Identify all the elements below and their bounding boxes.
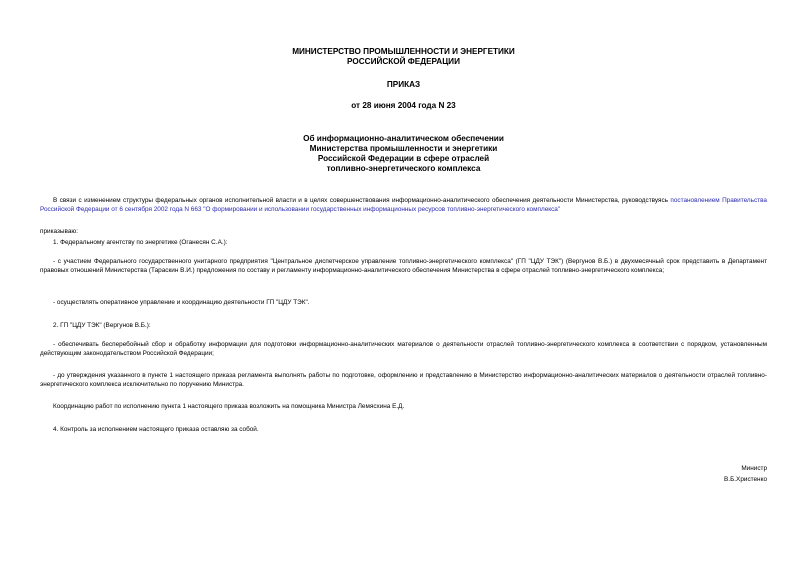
subject-line: топливно-энергетического комплекса bbox=[326, 164, 481, 173]
ministry-line-2: РОССИЙСКОЙ ФЕДЕРАЦИИ bbox=[347, 57, 460, 66]
signature-block bbox=[724, 463, 767, 485]
ministry-line-1: МИНИСТЕРСТВО ПРОМЫШЛЕННОСТИ И ЭНЕРГЕТИКИ bbox=[292, 47, 515, 56]
preamble-paragraph bbox=[40, 196, 767, 214]
document-subject bbox=[0, 134, 807, 174]
item-1-subitem-b: - осуществлять оперативное управление и координацию деятельности ГП "ЦДУ ТЭК". bbox=[53, 299, 310, 306]
decree-link[interactable]: постановлением Правительства Российской Федерации от 6 сентября 2002 года N 663 "О формировании и использовании государственных информационных ресурсов топливно-энергетического комплекса" bbox=[40, 197, 767, 213]
coordination-paragraph: Координацию работ по исполнению пункта 1 настоящего приказа возложить на помощника Министра Лемясхина Е.Д. bbox=[53, 403, 405, 410]
item-1: 1. Федеральному агентству по энергетике (Оганесян С.А.): bbox=[53, 239, 228, 246]
subject-line: Министерства промышленности и энергетики bbox=[309, 144, 498, 153]
signature-name: В.Б.Христенко bbox=[724, 476, 767, 483]
ministry-heading bbox=[0, 47, 807, 67]
prikazyvayu-label: приказываю: bbox=[40, 228, 78, 235]
item-2-subitem-a: - обеспечивать бесперебойный сбор и обработку информации для подготовки информационно-аналитических материалов о деятельности отраслей топливно-энергетического комплекса в соответствии с порядком, установленным действующим законодательством Российской Федерации; bbox=[40, 341, 767, 357]
document-date-number: от 28 июня 2004 года N 23 bbox=[351, 101, 456, 110]
item-1-subitem-a: - с участием Федерального государственного унитарного предприятия "Центральное диспетчерское управление топливно-энергетического комплекса" (ГП "ЦДУ ТЭК") (Вергунов В.Б.) в двухмесячный срок представить в Департамент правовых отношений Министерства (Тараскин В.И.) предложения по составу и регламенту информационно-аналитического обеспечения Министерства в сфере отраслей топливно-энергетического комплекса; bbox=[40, 258, 767, 274]
preamble-text: В связи с изменением структуры федеральных органов исполнительной власти и в целях совершенствования информационно-аналитического обеспечения деятельности Министерства, руководствуясь bbox=[53, 197, 671, 204]
item-2-subitem-b: - до утверждения указанного в пункте 1 настоящего приказа регламента выполнять работы по подготовке, оформлению и представлению в Министерство информационно-аналитических материалов о деятельности отраслей топливно-энергетического комплекса исключительно по поручению Министра. bbox=[40, 372, 767, 388]
document-type: ПРИКАЗ bbox=[386, 80, 421, 89]
item-2: 2. ГП "ЦДУ ТЭК" (Вергунов В.Б.): bbox=[53, 322, 151, 329]
subject-line: Российской Федерации в сфере отраслей bbox=[317, 154, 490, 163]
signature-title: Министр bbox=[741, 465, 767, 472]
subject-line: Об информационно-аналитическом обеспечении bbox=[303, 134, 504, 143]
item-4: 4. Контроль за исполнением настоящего приказа оставляю за собой. bbox=[53, 426, 259, 433]
